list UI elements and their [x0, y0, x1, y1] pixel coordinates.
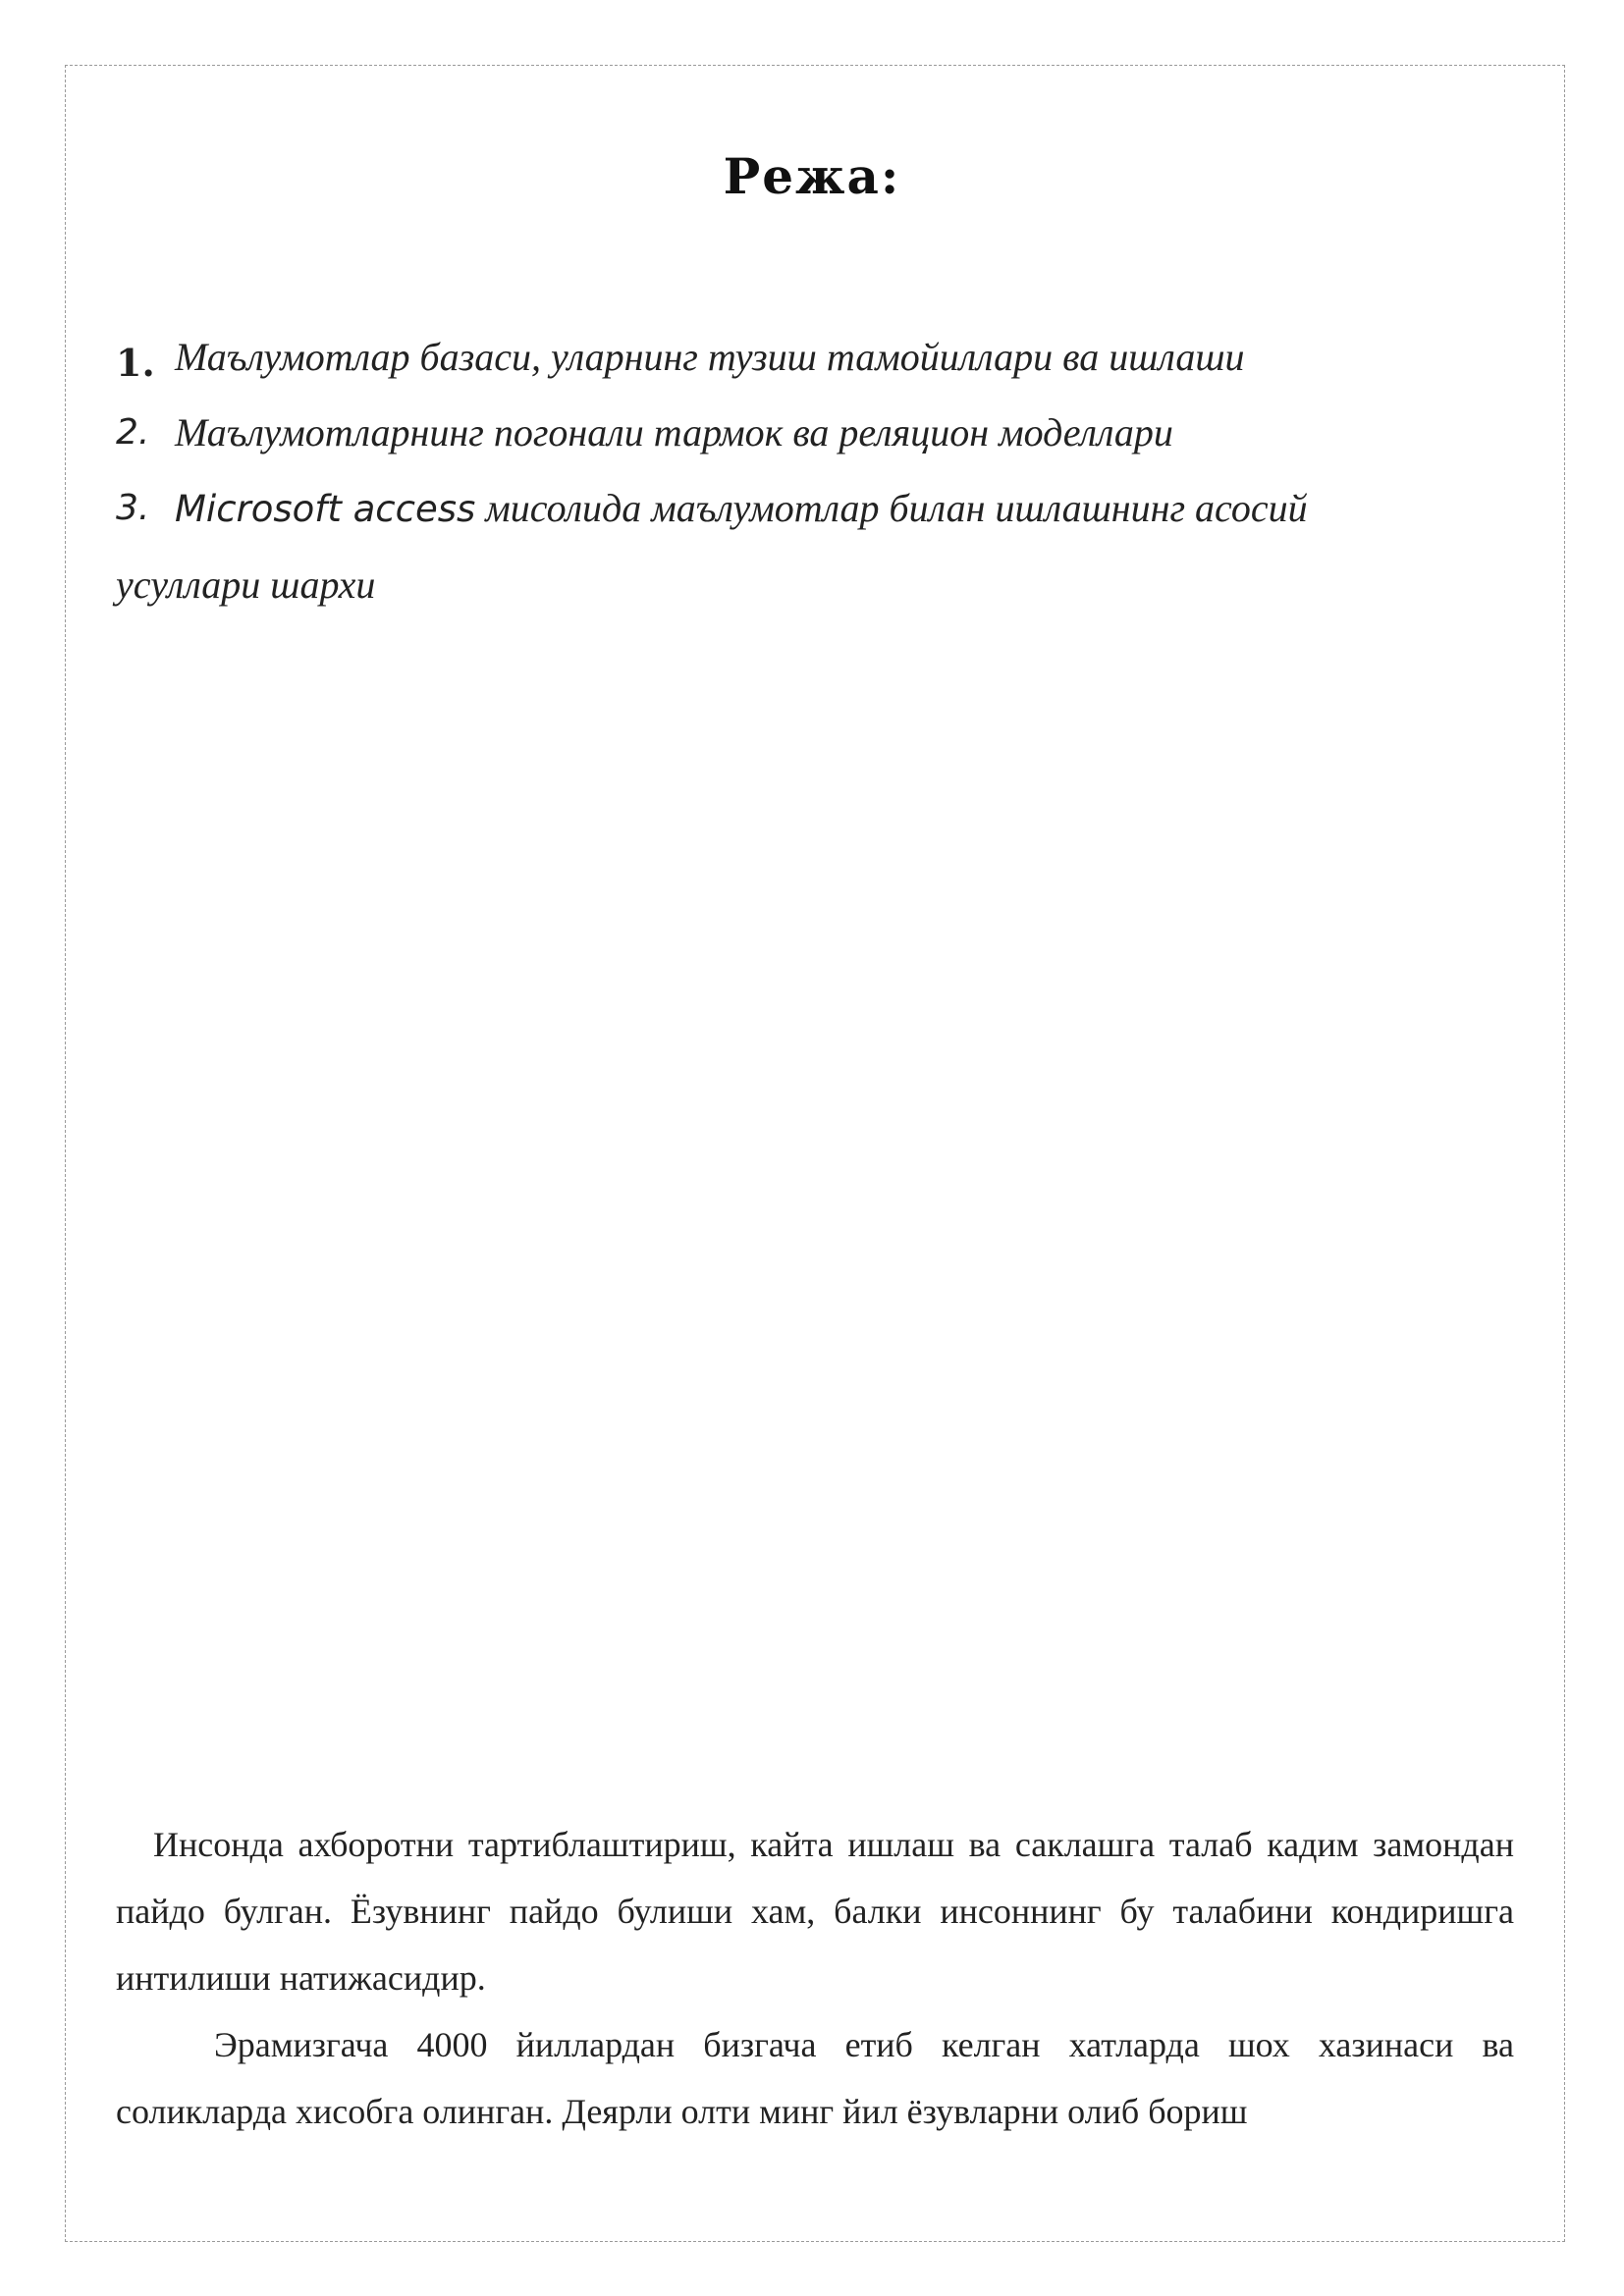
plan-item-2 — [116, 395, 1490, 470]
plan-item-3 — [116, 470, 1490, 622]
plan-item-1 — [116, 319, 1490, 395]
plan-item-number: 3. — [116, 488, 150, 528]
plan-item-text: Маълумотлар базаси, уларнинг тузиш тамойиллари ва ишлаши — [175, 335, 1245, 379]
plan-item-term: Microsoft access — [175, 488, 476, 530]
plan-item-text: мисолида маълумотлар билан ишлашнинг асосий — [475, 486, 1308, 530]
plan-item-number: 2. — [116, 412, 150, 453]
page-title: Режа: — [723, 147, 901, 205]
plan-item-continuation: усуллари шархи — [116, 562, 376, 607]
plan-list — [116, 319, 1490, 622]
paragraph: Инсонда ахборотни тартиблаштириш, кайта ишлаш ва саклашга талаб кадим замондан пайдо булган. Ёзувнинг пайдо булиши хам, балки инсоннинг бу талабини кондиришга интилиши натижасидир. — [116, 1825, 1514, 1998]
plan-item-number: 1. — [116, 341, 155, 385]
plan-item-text: Маълумотларнинг погонали тармок ва реляцион моделлари — [175, 410, 1173, 454]
paragraph: Эрамизгача 4000 йиллардан бизгача етиб келган хатларда шох хазинаси ва соликларда хисобга олинган. Деярли олти минг йил ёзувларни олиб бориш — [116, 2025, 1514, 2131]
body-text — [116, 1811, 1514, 2145]
